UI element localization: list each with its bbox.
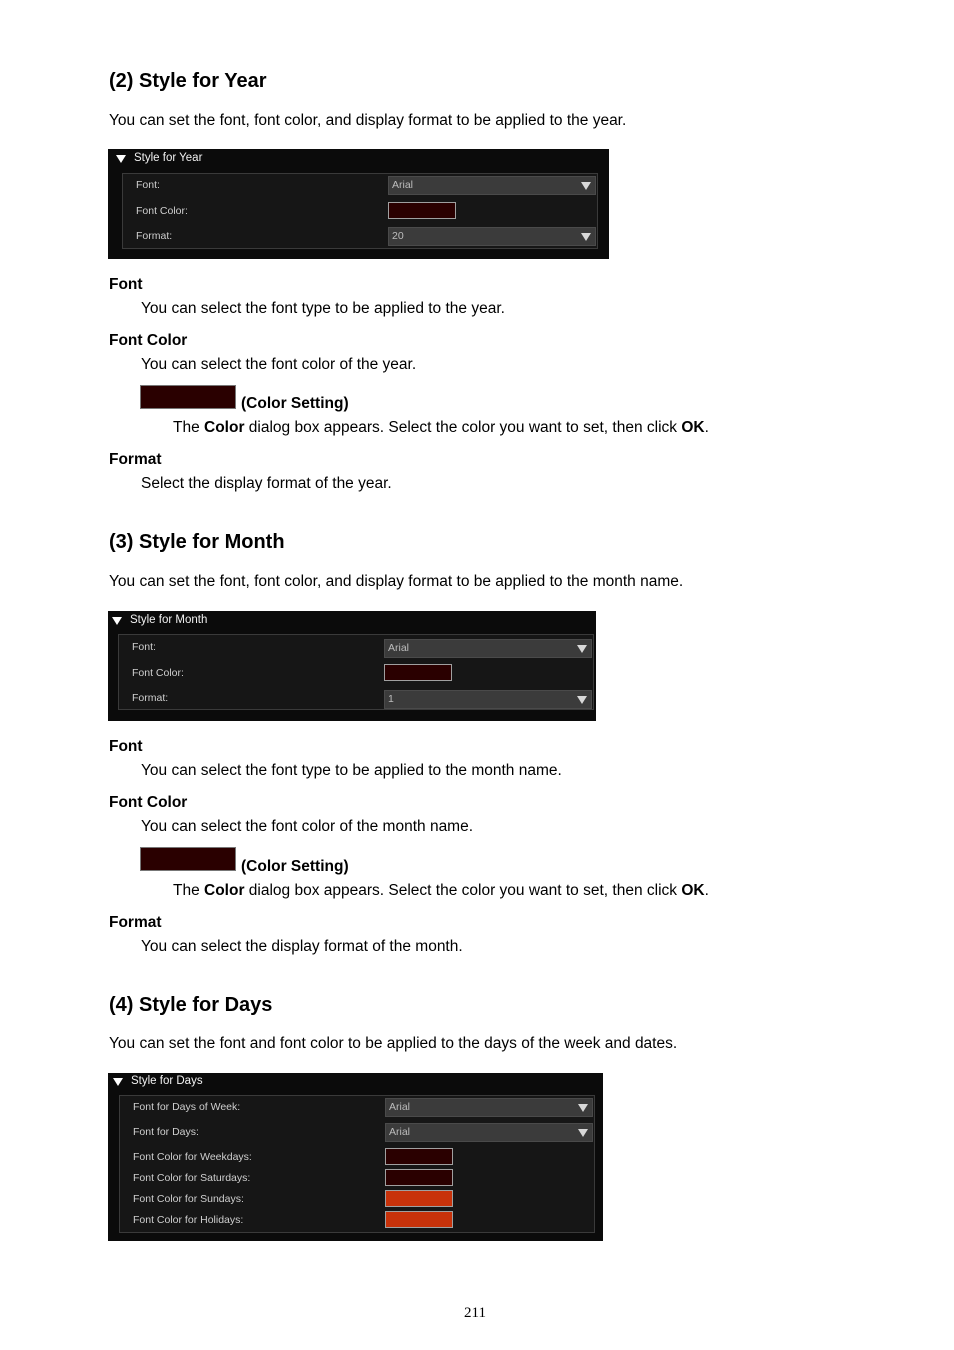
holidays-color-label: Font Color for Holidays: <box>133 1214 244 1226</box>
style-for-days-panel <box>108 1073 603 1241</box>
font-color-desc: You can select the font color of the year. <box>141 356 417 373</box>
panel-header[interactable] <box>108 1073 603 1095</box>
month-intro: You can set the font, font color, and display format to be applied to the month name. <box>109 573 684 590</box>
chevron-down-icon <box>581 233 591 241</box>
style-for-year-panel <box>108 149 609 259</box>
panel-header[interactable] <box>108 611 596 633</box>
panel-title: Style for Year <box>134 152 203 164</box>
font-dropdown[interactable] <box>384 639 592 658</box>
collapse-triangle-icon[interactable] <box>116 155 126 163</box>
section-heading-days: (4) Style for Days <box>109 994 273 1016</box>
style-for-month-panel <box>108 611 596 721</box>
sundays-color-swatch[interactable] <box>385 1190 453 1207</box>
panel-header[interactable] <box>108 149 609 171</box>
font-color-desc: You can select the font color of the month name. <box>141 818 474 835</box>
color-dialog-desc: The Color dialog box appears. Select the color you want to set, then click OK. <box>173 882 709 899</box>
font-days-dropdown[interactable] <box>385 1123 593 1142</box>
color-setting-label: (Color Setting) <box>241 858 349 875</box>
section-heading-month: (3) Style for Month <box>109 531 285 553</box>
saturdays-color-label: Font Color for Saturdays: <box>133 1172 251 1184</box>
chevron-down-icon <box>578 1104 588 1112</box>
panel-body <box>118 634 594 710</box>
font-desc: You can select the font type to be applied to the year. <box>141 300 505 317</box>
format-desc: Select the display format of the year. <box>141 475 392 492</box>
format-label: Format: <box>136 230 173 242</box>
font-days-of-week-dropdown[interactable] <box>385 1098 593 1117</box>
section-heading-year: (2) Style for Year <box>109 70 267 92</box>
font-dropdown-value: Arial <box>392 179 414 191</box>
days-intro: You can set the font and font color to be applied to the days of the week and dates. <box>109 1035 678 1052</box>
format-dropdown-value: 1 <box>388 693 394 705</box>
font-label: Font: <box>136 179 160 191</box>
font-label: Font: <box>132 641 156 653</box>
format-term: Format <box>109 451 162 468</box>
font-days-of-week-label: Font for Days of Week: <box>133 1101 241 1113</box>
chevron-down-icon <box>578 1129 588 1137</box>
font-color-label: Font Color: <box>132 667 184 679</box>
panel-body <box>122 173 598 249</box>
weekdays-color-swatch[interactable] <box>385 1148 453 1165</box>
font-dropdown-value: Arial <box>388 642 410 654</box>
format-dropdown-value: 20 <box>392 230 404 242</box>
saturdays-color-swatch[interactable] <box>385 1169 453 1186</box>
font-term: Font <box>109 738 143 755</box>
collapse-triangle-icon[interactable] <box>112 617 122 625</box>
format-dropdown[interactable] <box>384 690 592 709</box>
font-color-swatch[interactable] <box>388 202 456 219</box>
page-number: 211 <box>464 1305 486 1321</box>
format-label: Format: <box>132 692 169 704</box>
color-dialog-desc: The Color dialog box appears. Select the color you want to set, then click OK. <box>173 419 709 436</box>
format-term: Format <box>109 914 162 931</box>
chevron-down-icon <box>577 645 587 653</box>
weekdays-color-label: Font Color for Weekdays: <box>133 1151 252 1163</box>
format-dropdown[interactable] <box>388 227 596 246</box>
chevron-down-icon <box>581 182 591 190</box>
font-color-swatch[interactable] <box>384 664 452 681</box>
dropdown-value: Arial <box>389 1101 411 1113</box>
font-term: Font <box>109 276 143 293</box>
dropdown-value: Arial <box>389 1126 411 1138</box>
sundays-color-label: Font Color for Sundays: <box>133 1193 244 1205</box>
color-setting-button[interactable] <box>140 847 236 871</box>
year-intro: You can set the font, font color, and display format to be applied to the year. <box>109 112 627 129</box>
panel-body <box>119 1095 595 1233</box>
holidays-color-swatch[interactable] <box>385 1211 453 1228</box>
font-color-term: Font Color <box>109 332 188 349</box>
font-dropdown[interactable] <box>388 176 596 195</box>
color-setting-label: (Color Setting) <box>241 395 349 412</box>
font-color-label: Font Color: <box>136 205 188 217</box>
color-setting-button[interactable] <box>140 385 236 409</box>
chevron-down-icon <box>577 696 587 704</box>
panel-title: Style for Days <box>131 1075 203 1087</box>
collapse-triangle-icon[interactable] <box>113 1078 123 1086</box>
font-desc: You can select the font type to be applied to the month name. <box>141 762 562 779</box>
font-color-term: Font Color <box>109 794 188 811</box>
panel-title: Style for Month <box>130 614 208 626</box>
font-days-label: Font for Days: <box>133 1126 199 1138</box>
format-desc: You can select the display format of the month. <box>141 938 463 955</box>
